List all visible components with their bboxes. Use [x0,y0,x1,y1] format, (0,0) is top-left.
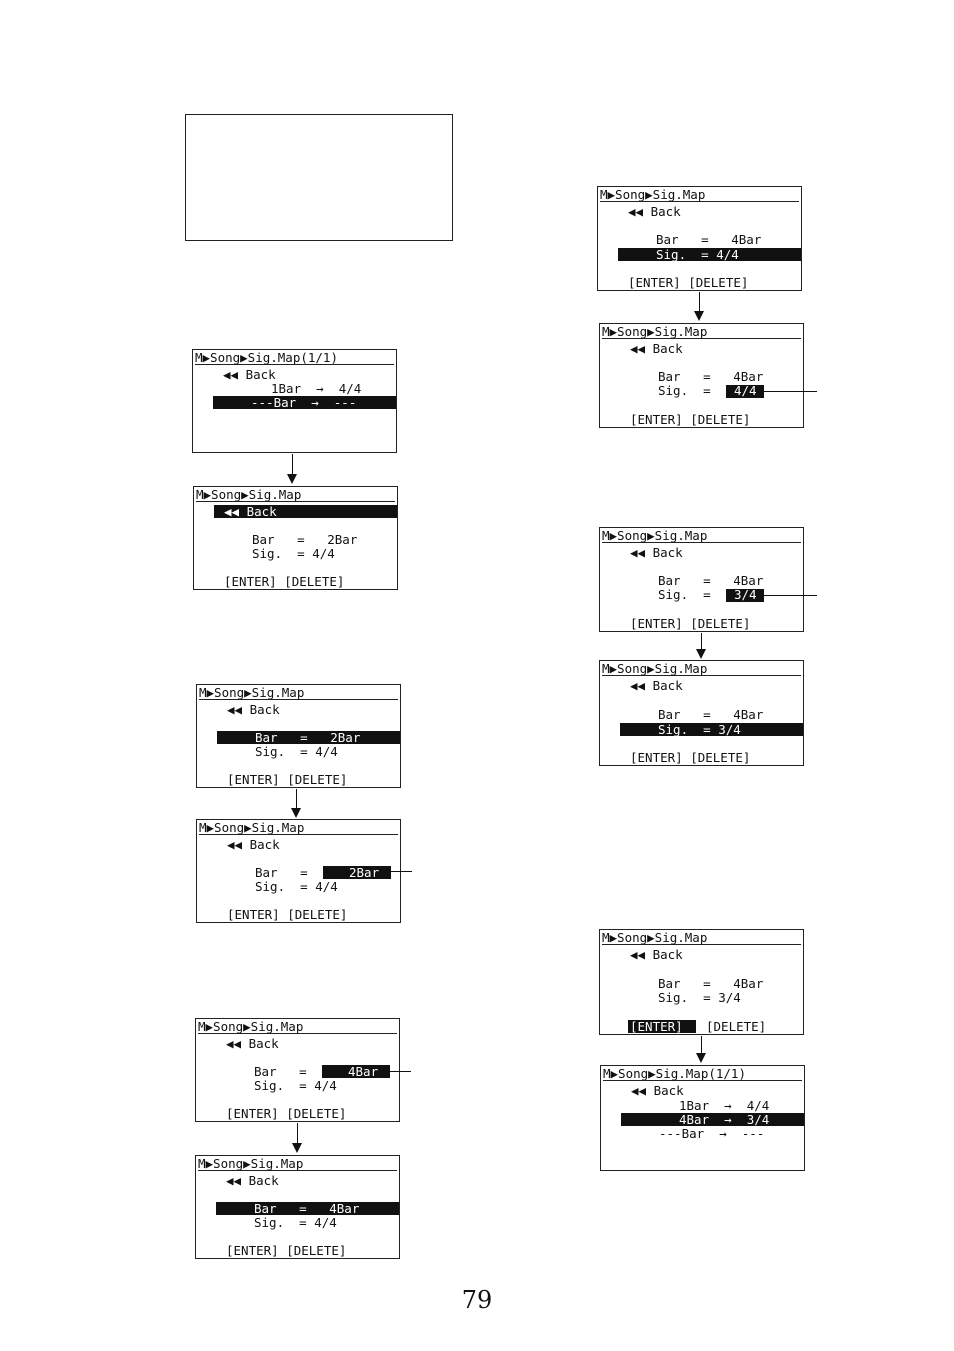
lcd-screen-sig-map [597,186,802,291]
lcd-screen-sigmap-list-1 [192,349,397,453]
footer-line: [ENTER] [DELETE] [226,1106,347,1121]
back-item: ◀◀ Back [630,545,683,560]
lcd-screen-sig-map [196,684,401,788]
back-item-selected: ◀◀ Back [224,504,277,519]
callout-line [763,595,817,596]
callout-line [389,1071,411,1072]
screen-title: M▶Song▶Sig.Map [602,325,801,339]
footer-line: [ENTER] [DELETE] [630,412,751,427]
bar-line: Bar = 4Bar [656,232,762,247]
screen-title: M▶Song▶Sig.Map [602,662,801,676]
back-item: ◀◀ Back [227,702,280,717]
sig-line-selected: Sig. = 3/4 [658,722,741,737]
screen-title: M▶Song▶Sig.Map [199,821,398,835]
bar-label: Bar = [254,1064,307,1079]
screen-title: M▶Song▶Sig.Map [602,529,801,543]
sig-value: 3/4 [734,587,757,602]
footer-line: [ENTER] [DELETE] [227,772,348,787]
bar-value: 4Bar [348,1064,379,1079]
footer-line: [ENTER] [DELETE] [226,1243,347,1258]
bar-label: Bar = [255,865,308,880]
footer-line: [ENTER] [DELETE] [630,616,751,631]
screen-title: M▶Song▶Sig.Map(1/1) [195,351,394,365]
flow-arrow [701,633,702,657]
back-item: ◀◀ Back [227,837,280,852]
callout-line [763,391,817,392]
sig-line: Sig. = 4/4 [252,546,335,561]
back-item: ◀◀ Back [223,367,276,382]
sig-label: Sig. = [658,587,711,602]
lcd-screen-sig-map [193,486,398,590]
lcd-screen-sig-map [599,660,804,766]
screen-title: M▶Song▶Sig.Map(1/1) [603,1067,802,1081]
lcd-screen-sig-map [195,1018,400,1122]
lcd-screen-sig-map [599,527,804,632]
callout-line [390,871,412,872]
list-row-selected: 4Bar → 3/4 [679,1112,770,1127]
footer-line: [ENTER] [DELETE] [628,275,749,290]
sig-line: Sig. = 4/4 [255,879,338,894]
bar-line: Bar = 2Bar [252,532,358,547]
sig-line: Sig. = 4/4 [254,1215,337,1230]
bar-line: Bar = 4Bar [658,573,764,588]
page-number: 79 [461,1286,493,1314]
screen-title: M▶Song▶Sig.Map [199,686,398,700]
list-row: 1Bar → 4/4 [679,1098,770,1113]
note-box [185,114,453,241]
sig-line: Sig. = 4/4 [254,1078,337,1093]
enter-key-label: [ENTER] [630,1019,683,1034]
footer-line: [ENTER] [DELETE] [224,574,345,589]
lcd-screen-sig-map [195,1155,400,1259]
list-row: 1Bar → 4/4 [271,381,362,396]
screen-title: M▶Song▶Sig.Map [602,931,801,945]
screen-title: M▶Song▶Sig.Map [196,488,395,502]
screen-title: M▶Song▶Sig.Map [198,1020,397,1034]
bar-line: Bar = 4Bar [658,369,764,384]
lcd-screen-sig-map [599,323,804,428]
footer-line: [ENTER] [DELETE] [630,750,751,765]
flow-arrow [699,292,700,319]
footer-line: [ENTER] [DELETE] [227,907,348,922]
bar-line-selected: Bar = 2Bar [255,730,361,745]
lcd-screen-sig-map [599,929,804,1035]
back-item: ◀◀ Back [226,1173,279,1188]
bar-value: 2Bar [349,865,380,880]
bar-line-selected: Bar = 4Bar [254,1201,360,1216]
bar-line: Bar = 4Bar [658,976,764,991]
screen-title: M▶Song▶Sig.Map [198,1157,397,1171]
list-row: ---Bar → --- [659,1126,765,1141]
lcd-screen-sig-map [196,819,401,923]
sig-value: 4/4 [734,383,757,398]
screen-title: M▶Song▶Sig.Map [600,188,799,202]
sig-label: Sig. = [658,383,711,398]
flow-arrow [297,1123,298,1151]
sig-line: Sig. = 4/4 [255,744,338,759]
back-item: ◀◀ Back [226,1036,279,1051]
sig-line: Sig. = 3/4 [658,990,741,1005]
bar-line: Bar = 4Bar [658,707,764,722]
flow-arrow [292,454,293,482]
back-item: ◀◀ Back [630,341,683,356]
list-row-selected: ---Bar → --- [251,395,357,410]
delete-key-label: [DELETE] [706,1019,767,1034]
sig-line-selected: Sig. = 4/4 [656,247,739,262]
lcd-screen-sigmap-list-2 [600,1065,805,1171]
flow-arrow [296,789,297,816]
back-item: ◀◀ Back [630,678,683,693]
back-item: ◀◀ Back [628,204,681,219]
flow-arrow [701,1036,702,1061]
back-item: ◀◀ Back [630,947,683,962]
back-item: ◀◀ Back [631,1083,684,1098]
